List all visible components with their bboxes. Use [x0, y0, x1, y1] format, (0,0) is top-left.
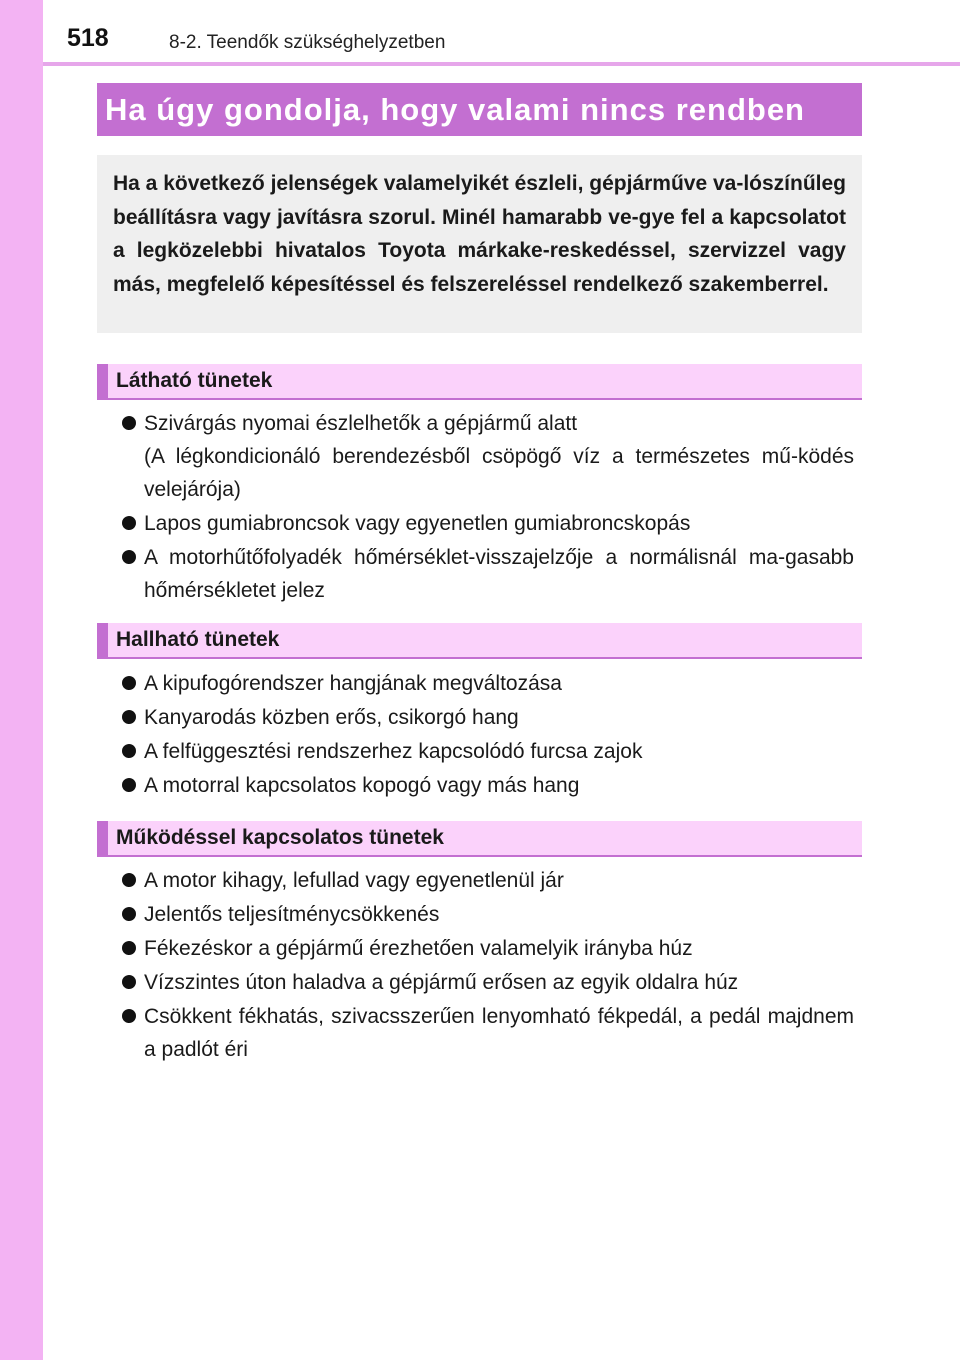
list-item-text: Fékezéskor a gépjármű érezhetően valamelyik irányba húz	[144, 937, 693, 960]
list-item-text: A motor kihagy, lefullad vagy egyenetlenül jár	[144, 869, 564, 892]
list-item	[122, 667, 854, 700]
page-number: 518	[67, 24, 109, 52]
list-item-text: A felfüggesztési rendszerhez kapcsolódó furcsa zajok	[144, 740, 643, 763]
bullet-icon	[122, 941, 136, 955]
bullet-icon	[122, 907, 136, 921]
list-item	[122, 932, 854, 965]
side-color-strip	[0, 0, 43, 1360]
list-item	[122, 1000, 854, 1066]
list-item	[122, 701, 854, 734]
bullet-icon	[122, 516, 136, 530]
page-header	[43, 0, 960, 62]
list-item-text: A kipufogórendszer hangjának megváltozása	[144, 672, 562, 695]
bullet-icon	[122, 676, 136, 690]
bullet-icon	[122, 873, 136, 887]
sub-heading-audible-symptoms: Hallható tünetek	[97, 623, 862, 659]
list-item-text: Kanyarodás közben erős, csikorgó hang	[144, 706, 519, 729]
list-item	[122, 735, 854, 768]
operational-symptoms-list	[122, 864, 854, 1067]
section-title: Ha úgy gondolja, hogy valami nincs rendben	[97, 83, 862, 136]
list-item-text: Vízszintes úton haladva a gépjármű erősen az egyik oldalra húz	[144, 971, 739, 994]
bullet-icon	[122, 744, 136, 758]
bullet-icon	[122, 975, 136, 989]
list-item-text: A motorhűtőfolyadék hőmérséklet-visszajelzője a normálisnál ma-gasabb hőmérsékletet jelez	[144, 546, 854, 602]
list-item-text: Jelentős teljesítménycsökkenés	[144, 903, 440, 926]
bullet-icon	[122, 416, 136, 430]
list-item	[122, 966, 854, 999]
breadcrumb: 8-2. Teendők szükséghelyzetben	[169, 32, 446, 53]
list-item	[122, 769, 854, 802]
audible-symptoms-list	[122, 667, 854, 803]
list-item-note: (A légkondicionáló berendezésből csöpögő víz a természetes mű-ködés velejárója)	[144, 445, 854, 501]
bullet-icon	[122, 1009, 136, 1023]
visible-symptoms-list	[122, 407, 854, 608]
bullet-icon	[122, 778, 136, 792]
list-item-text: A motorral kapcsolatos kopogó vagy más hang	[144, 774, 580, 797]
list-item	[122, 541, 854, 607]
list-item-text: Csökkent fékhatás, szivacsszerűen lenyomható fékpedál, a pedál majdnem a padlót éri	[144, 1005, 854, 1061]
list-item-text: Szivárgás nyomai észlelhetők a gépjármű alatt	[144, 412, 578, 435]
list-item-text: Lapos gumiabroncsok vagy egyenetlen gumiabroncskopás	[144, 512, 691, 535]
list-item	[122, 898, 854, 931]
list-item	[122, 864, 854, 897]
sub-heading-operational-symptoms: Működéssel kapcsolatos tünetek	[97, 821, 862, 857]
bullet-icon	[122, 550, 136, 564]
bullet-icon	[122, 710, 136, 724]
list-item	[122, 507, 854, 540]
list-item	[122, 407, 854, 506]
notice-box: Ha a következő jelenségek valamelyikét észleli, gépjárműve va-lószínűleg beállításra vagy javításra szorul. Minél hamarabb ve-gye fel a kapcsolatot a legközelebbi hivatalos Toyota márkake-reskedéssel, szervizzel vagy más, megfelelő képesítéssel és felszereléssel rendelkező szakemberrel.	[97, 155, 862, 333]
sub-heading-visible-symptoms: Látható tünetek	[97, 364, 862, 400]
header-divider	[43, 62, 960, 66]
